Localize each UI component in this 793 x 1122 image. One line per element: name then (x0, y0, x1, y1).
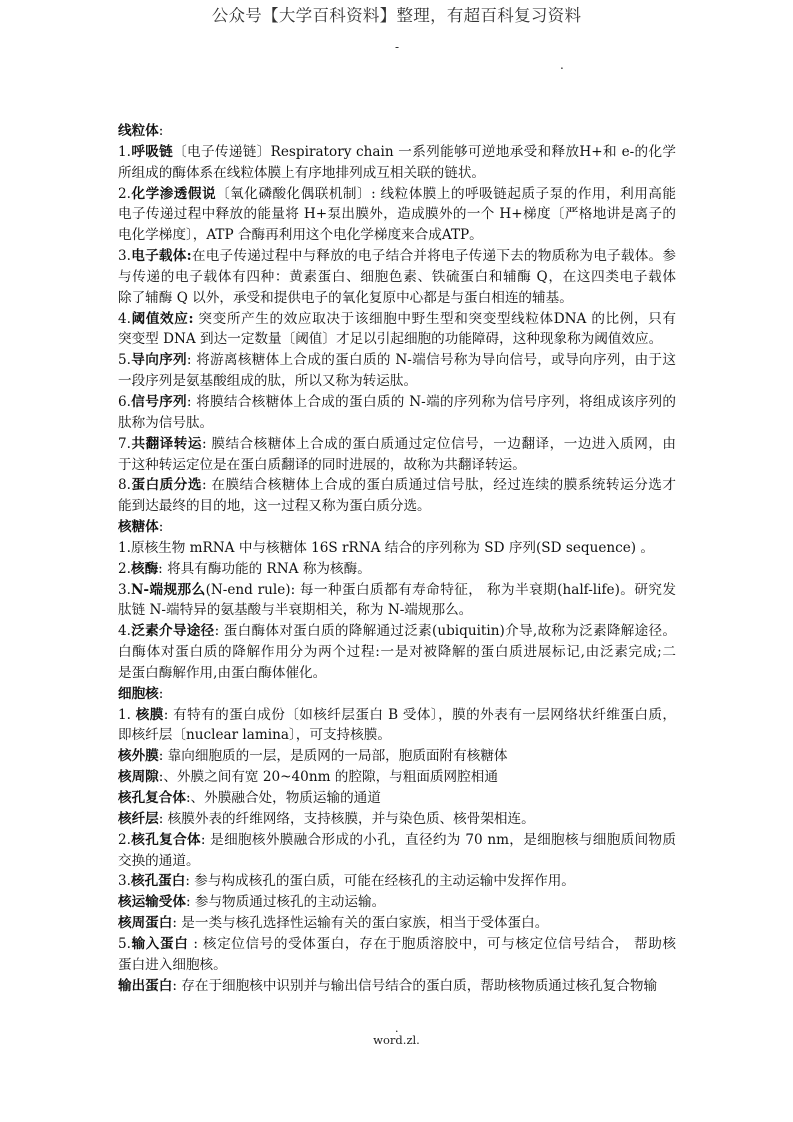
entry-term: 阈值效应: (130, 310, 194, 327)
entry-text: : 将具有酶功能的 RNA 称为核酶。 (158, 560, 371, 577)
text-line (118, 976, 676, 997)
entry-text: :、外膜融合处，物质运输的通道 (185, 790, 381, 806)
entry-number: 8. (118, 477, 131, 494)
entry-text: : (158, 123, 164, 139)
text-line (118, 746, 676, 767)
definition-entry (118, 184, 676, 247)
entry-term: 信号序列 (130, 393, 187, 410)
entry-term: 核孔复合体 (130, 831, 201, 848)
entry-text: : (158, 685, 164, 702)
entry-term: 泛素介导途径 (130, 623, 215, 640)
text-line (118, 725, 676, 746)
entry-term: 核外膜 (118, 748, 159, 765)
text-line (118, 955, 676, 976)
definition-entry (118, 246, 676, 309)
text-line (118, 371, 676, 392)
text-line (118, 267, 676, 288)
definition-entry (118, 892, 676, 913)
entry-text: 电化学梯度〕，ATP 合酶再利用这个电化学梯度来合成ATP。 (118, 227, 483, 244)
entry-text: 肽链 N-端特异的氨基酸与半衰期相关，称为 N-端规那么。 (118, 602, 473, 619)
section-heading (118, 517, 676, 538)
entry-term: N-端规那么 (130, 581, 206, 598)
entry-text: : 在膜结合核糖体上合成的蛋白质通过信号肽，经过连续的膜系统转运分选才 (201, 477, 676, 494)
definition-entry (118, 871, 676, 892)
entry-term: 核酶 (130, 560, 159, 577)
text-line (118, 204, 676, 225)
entry-term: 共翻译转运 (130, 435, 202, 452)
text-line (118, 309, 676, 330)
entry-term: 输入蛋白 (130, 935, 189, 952)
entry-number: 1. (118, 143, 131, 160)
entry-text: 突变所产生的效应取决于该细胞中野生型和突变型线粒体DNA 的比例，只有 (193, 310, 676, 327)
entry-number: 5. (118, 352, 131, 369)
definition-entry (118, 705, 676, 747)
entry-text: : 膜结合核糖体上合成的蛋白质通过定位信号，一边翻译，一边进入质网，由 (201, 435, 676, 452)
definition-entry (118, 788, 676, 809)
entry-text: : 存在于细胞核中识别并与输出信号结合的蛋白质，帮助核物质通过核孔复合物输 (172, 977, 658, 994)
page-footer: word.zl. (373, 1033, 420, 1047)
definition-entry (118, 392, 676, 434)
text-line (118, 684, 676, 705)
entry-text: : 参与物质通过核孔的主动运输。 (185, 894, 386, 911)
entry-text: 于这种转运定位是在蛋白质翻译的同时进展的，故称为共翻译转运。 (118, 456, 526, 473)
entry-term: 导向序列 (130, 352, 187, 369)
entry-term: 核周蛋白 (118, 915, 173, 932)
definition-entry (118, 809, 676, 830)
text-line (118, 663, 676, 684)
entry-term: 电子载体: (130, 248, 192, 265)
entry-term: 核孔复合体 (118, 790, 186, 806)
text-line (118, 517, 676, 538)
text-line (118, 184, 676, 205)
section-heading (118, 684, 676, 705)
text-line (118, 434, 676, 455)
definition-entry (118, 934, 676, 976)
entry-term: 线粒体 (118, 123, 159, 139)
definition-entry (118, 350, 676, 392)
entry-text: : 蛋白酶体对蛋白质的降解通过泛素(ubiquitin)介导,故称为泛素降解途径。 (214, 623, 676, 640)
entry-text: : 参与构成核孔的蛋白质，可能在经核孔的主动运输中发挥作用。 (185, 873, 575, 890)
text-line (118, 642, 676, 663)
definition-entry (118, 767, 676, 788)
entry-text: : 将游离核糖体上合成的蛋白质的 N-端信号称为导向信号，或导向序列，由于这 (186, 352, 676, 369)
definition-entry (118, 976, 676, 997)
definition-entry (118, 559, 676, 580)
entry-number: 1. (118, 706, 136, 723)
text-line (118, 871, 676, 892)
entry-text: 即核纤层〔nuclear lamina〕，可支持核膜。 (118, 727, 391, 744)
entry-text: : 核膜外表的纤维网络，支持核膜，并与染色质、核骨架相连。 (158, 810, 535, 827)
entry-text: : 将膜结合核糖体上合成的蛋白质的 N-端的序列称为信号序列，将组成该序列的 (186, 393, 676, 410)
entry-text: 所组成的酶体系在线粒体膜上有序地排列成互相关联的链状。 (118, 164, 486, 181)
text-line (118, 142, 676, 163)
text-line (118, 475, 676, 496)
definition-entry (118, 580, 676, 622)
entry-term: 呼吸链 (130, 143, 174, 160)
entry-term: 输出蛋白 (118, 977, 173, 994)
entry-number: 3. (118, 873, 131, 890)
entry-number: 2. (118, 185, 131, 202)
entry-term: 核糖体 (118, 519, 159, 536)
text-line (118, 246, 676, 267)
entry-number: 6. (118, 393, 131, 410)
entry-text: 交换的通道。 (118, 852, 200, 869)
entry-text: (N-end rule): 每一种蛋白质都有寿命特征， 称为半衰期(half-life)。研究发 (205, 581, 676, 598)
entry-text: : (158, 519, 164, 536)
entry-term: 核纤层 (118, 810, 159, 827)
text-line (118, 413, 676, 434)
definition-entry (118, 621, 676, 684)
definition-entry (118, 142, 676, 184)
document-body (118, 121, 676, 996)
entry-text: 是蛋白酶解作用,由蛋白酶体催化。 (118, 664, 327, 681)
entry-number: 3. (118, 581, 131, 598)
text-line (118, 392, 676, 413)
text-line (118, 830, 676, 851)
entry-text: : 有特有的蛋白成份〔如核纤层蛋白 B 受体〕，膜的外表有一层网络状纤维蛋白质， (163, 706, 676, 723)
entry-text: 蛋白进入细胞核。 (118, 956, 227, 973)
text-line (118, 329, 676, 350)
text-line (118, 580, 676, 601)
page-mark: . (560, 58, 564, 72)
entry-number: 7. (118, 435, 131, 452)
text-line (118, 913, 676, 934)
entry-term: 核运输受体 (118, 894, 186, 911)
page-mark: - (395, 40, 400, 54)
entry-text: : 是一类与核孔选择性运输有关的蛋白家族，相当于受体蛋白。 (172, 915, 549, 932)
definition-entry (118, 913, 676, 934)
entry-text: 电子传递过程中释放的能量将 H+泵出膜外，造成膜外的一个 H+梯度〔严格地讲是离子的 (118, 206, 676, 223)
text-line (118, 288, 676, 309)
text-line (118, 767, 676, 788)
entry-text: 一段序列是氨基酸组成的肽，所以又称为转运肽。 (118, 373, 418, 390)
text-line (118, 350, 676, 371)
entry-term: 蛋白质分选 (130, 477, 202, 494)
entry-text: 与传递的电子载体有四种：黄素蛋白、细胞色素、铁硫蛋白和辅酶 Q，在这四类电子载体 (118, 268, 676, 285)
text-line (118, 121, 676, 142)
entry-text: 〔电子传递链〕Respiratory chain 一系列能够可逆地承受和释放H+和 e-的化学 (173, 143, 676, 160)
definition-entry (118, 434, 676, 476)
entry-text: : 核定位信号的受体蛋白，存在于胞质溶胶中，可与核定位信号结合， 帮助核 (188, 935, 676, 952)
entry-text: 突变型 DNA 到达一定数量〔阈值〕才足以引起细胞的功能障碍，这种现象称为阈值效应。 (118, 331, 663, 348)
text-line (118, 225, 676, 246)
text-line (118, 559, 676, 580)
entry-text: 能到达最终的目的地，这一过程又称为蛋白质分选。 (118, 498, 431, 515)
text-line (118, 496, 676, 517)
section-heading (118, 121, 676, 142)
definition-entry (118, 538, 676, 559)
footer-mark: . (395, 1022, 399, 1035)
entry-text: : 靠向细胞质的一层，是质网的一局部，胞质面附有核糖体 (158, 748, 508, 765)
text-line (118, 600, 676, 621)
entry-number: 2. (118, 831, 131, 848)
definition-entry (118, 309, 676, 351)
text-line (118, 705, 676, 726)
text-line (118, 892, 676, 913)
entry-text: 除了辅酶 Q 以外，承受和提供电子的氧化复原中心都是与蛋白相连的辅基。 (118, 289, 573, 306)
entry-text: :、外膜之间有宽 20~40nm 的腔隙，与粗面质网腔相通 (158, 769, 498, 786)
entry-text: 肽称为信号肽。 (118, 414, 214, 431)
entry-number: 2. (118, 560, 131, 577)
definition-entry (118, 830, 676, 872)
entry-number: 3. (118, 248, 131, 265)
text-line (118, 455, 676, 476)
entry-number: 4. (118, 623, 131, 640)
text-line (118, 538, 676, 559)
entry-term: 核膜 (135, 706, 164, 723)
text-line (118, 934, 676, 955)
entry-text: 白酶体对蛋白质的降解作用分为两个过程:一是对被降解的蛋白质进展标记,由泛素完成;二 (118, 644, 676, 661)
entry-term: 核周隙 (118, 769, 159, 786)
entry-number: 4. (118, 310, 131, 327)
text-line (118, 809, 676, 830)
watermark-header: 公众号【大学百科资料】整理，有超百科复习资料 (211, 6, 582, 25)
text-line (118, 788, 676, 809)
definition-entry (118, 475, 676, 517)
entry-text: 1.原核生物 mRNA 中与核糖体 16S rRNA 结合的序列称为 SD 序列(SD sequence) 。 (118, 539, 654, 556)
text-line (118, 851, 676, 872)
entry-text: : 是细胞核外膜融合形成的小孔，直径约为 70 nm，是细胞核与细胞质间物质 (200, 831, 676, 848)
entry-term: 化学渗透假说 (130, 185, 217, 202)
entry-text: 在电子传递过程中与释放的电子结合并将电子传递下去的物质称为电子载体。参 (191, 248, 676, 265)
definition-entry (118, 746, 676, 767)
entry-text: 〔氧化磷酸化偶联机制〕: 线粒体膜上的呼吸链起质子泵的作用，利用高能 (216, 185, 676, 202)
entry-term: 细胞核 (118, 685, 159, 702)
entry-number: 5. (118, 935, 131, 952)
text-line (118, 621, 676, 642)
entry-term: 核孔蛋白 (130, 873, 186, 890)
text-line (118, 163, 676, 184)
